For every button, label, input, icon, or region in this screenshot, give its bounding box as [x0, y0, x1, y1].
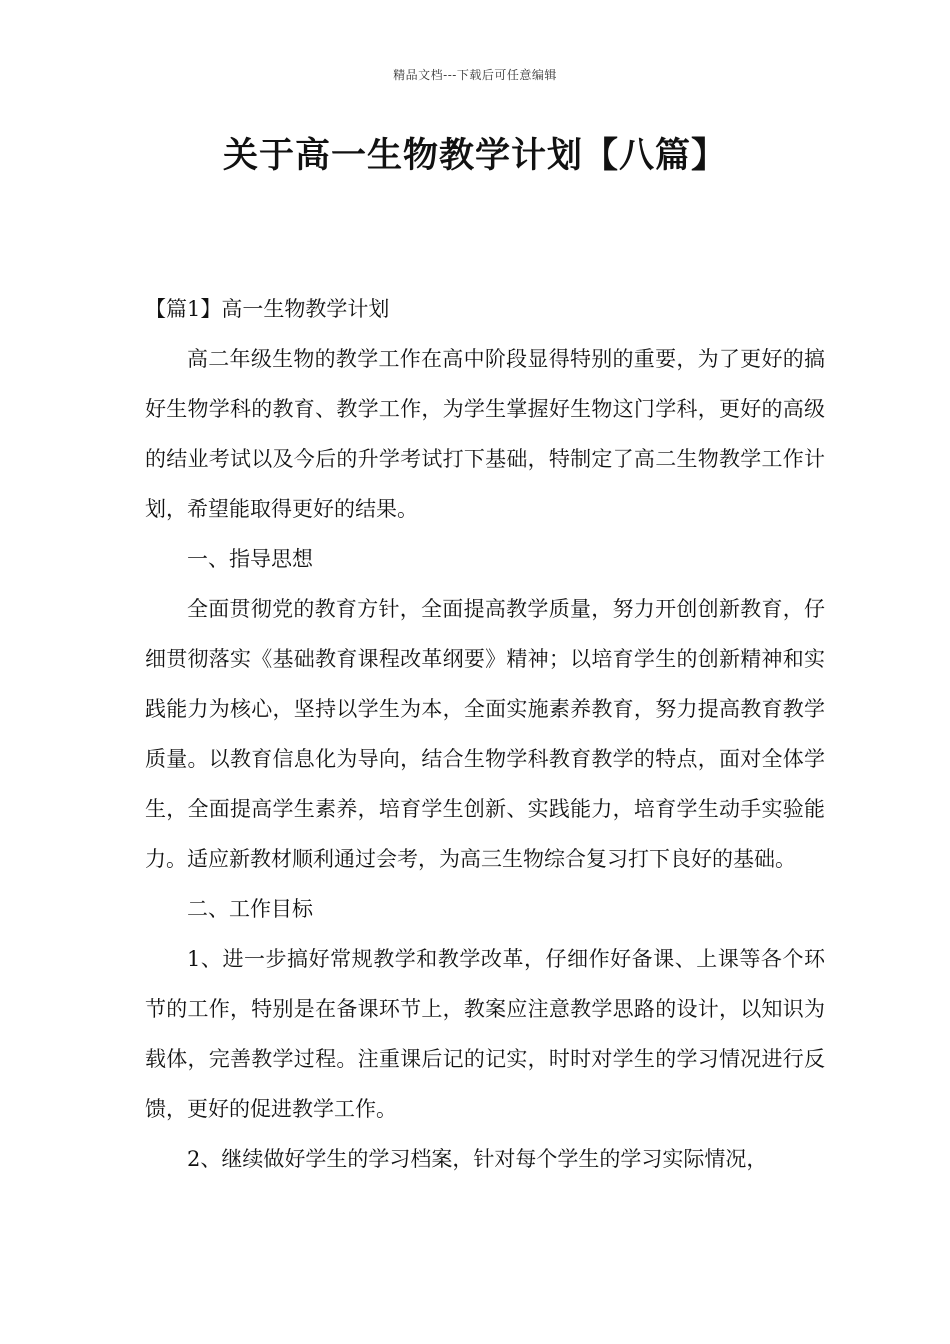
paragraph-goal-1: 1、进一步搞好常规教学和教学改革，仔细作好备课、上课等各个环节的工作，特别是在备课环节上，教案应注意教学思路的设计，以知识为载体，完善教学过程。注重课后记的记实，时时对学生的学习情况进行反馈，更好的促进教学工作。 [145, 947, 825, 1121]
paragraph-goal-2: 2、继续做好学生的学习档案，针对每个学生的学习实际情况， [187, 1147, 768, 1171]
document-title: 关于高一生物教学计划【八篇】 [222, 135, 727, 176]
subheading-work-goals: 二、工作目标 [187, 897, 313, 921]
paragraph-guiding-ideology: 全面贯彻党的教育方针，全面提高教学质量，努力开创创新教育，仔细贯彻落实《基础教育课程改革纲要》精神；以培育学生的创新精神和实践能力为核心，坚持以学生为本，全面实施素养教育，努力提高教育教学质量。以教育信息化为导向，结合生物学科教育教学的特点，面对全体学生，全面提高学生素养，培育学生创新、实践能力，培育学生动手实验能力。适应新教材顺利通过会考，为高三生物综合复习打下良好的基础。 [145, 597, 825, 871]
section-heading: 【篇1】高一生物教学计划 [145, 297, 390, 321]
subheading-guiding-ideology: 一、指导思想 [187, 547, 313, 571]
paragraph-intro: 高二年级生物的教学工作在高中阶段显得特别的重要，为了更好的搞好生物学科的教育、教学工作，为学生掌握好生物这门学科，更好的高级的结业考试以及今后的升学考试打下基础，特制定了高二生物教学工作计划，希望能取得更好的结果。 [145, 347, 825, 521]
document-body [145, 284, 825, 1184]
header-note: 精品文档---下载后可任意编辑 [393, 68, 557, 82]
